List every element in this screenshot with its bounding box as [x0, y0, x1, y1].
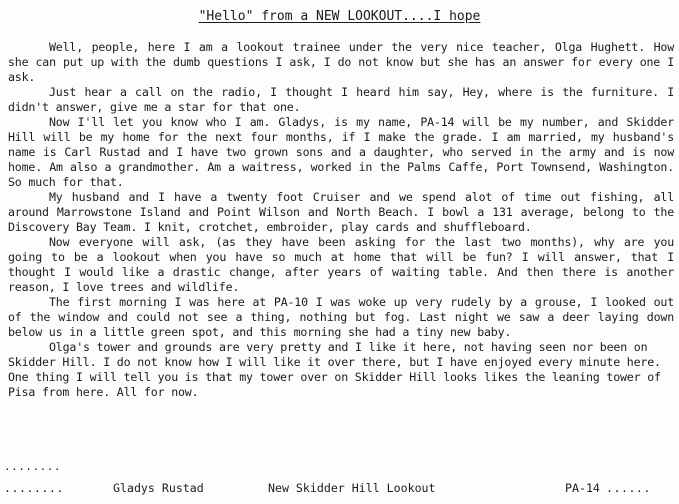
paragraph: The first morning I was here at PA-10 I was woke up very rudely by a grouse, I looked out of the window and could not see a thing, nothing but fog. Last night we saw a deer laying down below us in a little green spot, and this morning she had a tiny new baby.: [8, 295, 674, 339]
footer-trail-dots: ......: [606, 481, 651, 495]
signature-line: [0, 480, 679, 496]
author-name: Gladys Rustad: [113, 481, 204, 495]
paragraph: Now I'll let you know who I am. Gladys, is my name, PA-14 will be my number, and Skidder Hill will be my home for the next four months, if I make the grade. I am married, my husband's name is Carl Rustad and I have two grown sons and a daughter, who served in the army and is now home. Am also a grandmother. Am a waitress, worked in the Palms Caffe, Port Townsend, Washington. So much for that.: [8, 115, 674, 189]
paragraph: Well, people, here I am a lookout trainee under the very nice teacher, Olga Hughett. How she can put up with the dumb questions I ask, I do not know but she has an answer for every one I ask.: [8, 40, 674, 84]
paragraph: Just hear a call on the radio, I thought I heard him say, Hey, where is the furniture. I didn't answer, give me a star for that one.: [8, 85, 674, 114]
paragraph: My husband and I have a twenty foot Cruiser and we spend alot of time out fishing, all around Marrowstone Island and Point Wilson and North Beach. I bowl a 131 average, belong to the Discovery Bay Team. I knit, crotchet, embroider, play cards and shuffleboard.: [8, 190, 674, 234]
paragraph: Now everyone will ask, (as they have been asking for the last two months), why are you going to be a lookout when you have so much at home that will be fun? I will answer, that I thought I would like a drastic change, after years of waiting table. And then there is another reason, I love trees and wildlife.: [8, 235, 674, 294]
paragraph: Olga's tower and grounds are very pretty and I like it here, not having seen nor been on Skidder Hill. I do not know how I will like it over there, but I have enjoyed every minute here. One thing I will tell you is that my tower over on Skidder Hill looks likes the leaning tower of Pisa from here. All for now.: [8, 340, 661, 399]
article-title: [0, 9, 679, 24]
article-title-text: "Hello" from a NEW LOOKOUT....I hope: [198, 9, 481, 24]
lookout-code: PA-14: [565, 481, 600, 495]
separator-dots: ........: [4, 460, 61, 473]
article-body: [8, 40, 674, 400]
footer-lead-dots: ........: [4, 481, 64, 495]
lookout-location: New Skidder Hill Lookout: [268, 481, 436, 495]
